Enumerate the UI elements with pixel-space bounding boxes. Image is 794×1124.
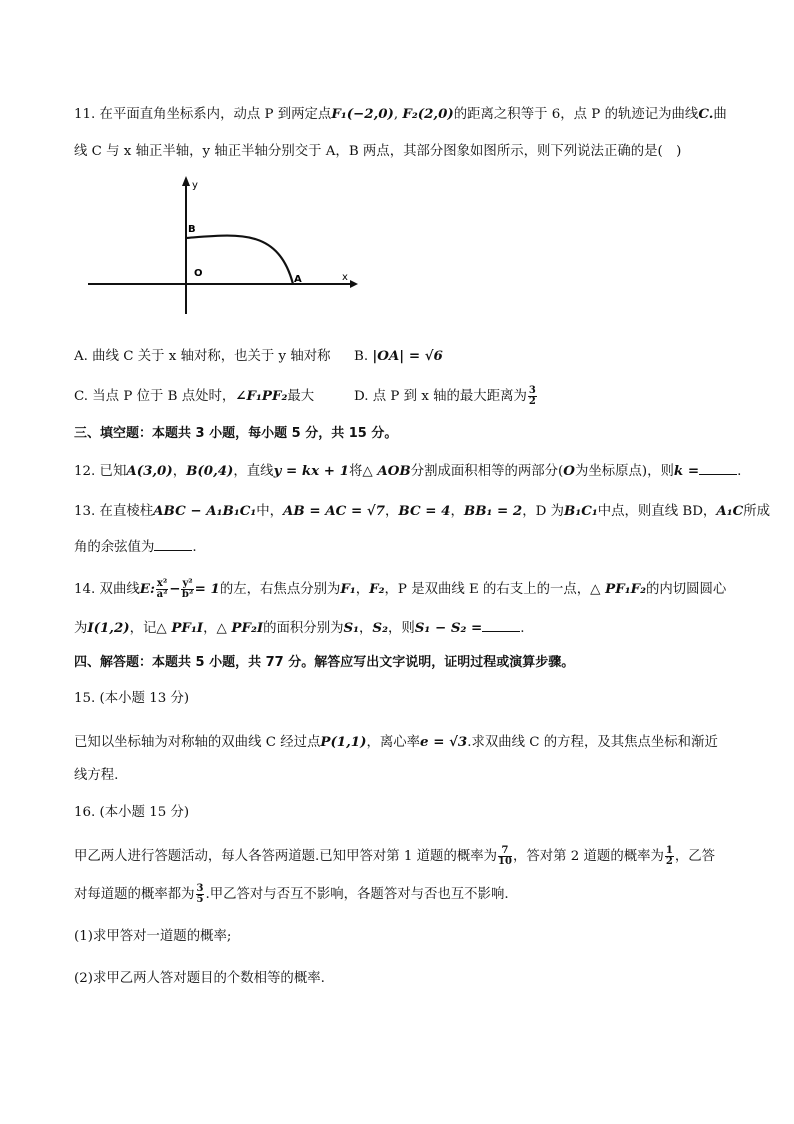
q14-line-2: 为I(1,2)，记△ PF₁I，△ PF₂I的面积分别为S₁，S₂，则S₁ − S₂ = . [74,620,525,636]
q16-part-1: (1)求甲答对一道题的概率; [74,929,232,944]
q15-heading: 15. (本小题 13 分) [74,691,190,706]
q16-part-2: (2)求甲乙两人答对题目的个数相等的概率. [74,971,325,986]
curve-figure [88,176,358,316]
math-curve-c: C. [698,106,714,122]
y-axis-arrow [182,176,190,186]
q15-line-2: 线方程. [74,768,119,783]
q13-answer-blank[interactable] [154,538,192,551]
q12-line: 12. 已知A(3,0)，B(0,4)，直线y = kx + 1将△ AOB分割成面积相等的两部分(O为坐标原点)，则k = . [74,463,742,479]
b-label: B [188,224,196,235]
q13-line-1: 13. 在直棱柱ABC − A₁B₁C₁中，AB = AC = √7，BC = 4，BB₁ = 2，D 为B₁C₁中点，则直线 BD，A₁C所成 [74,503,771,519]
q11-options-cd [74,386,734,407]
q11-text: 曲 [713,107,727,122]
q11-line-1: 11. 在平面直角坐标系内，动点 P 到两定点F₁(−2,0), F₂(2,0)的距离之积等于 6，点 P 的轨迹记为曲线C.曲 [74,106,727,122]
q11-line-2: 线 C 与 x 轴正半轴，y 轴正半轴分别交于 A，B 两点，其部分图象如图所示，则下列说法正确的是( ) [74,144,682,159]
q11-options-ab [74,346,734,367]
q15-line-1: 已知以坐标轴为对称轴的双曲线 C 经过点P(1,1)，离心率e = √3.求双曲线 C 的方程，及其焦点坐标和渐近 [74,734,718,750]
q13-line-2: 角的余弦值为 . [74,540,197,555]
math-f2: F₂(2,0) [402,106,454,122]
a-label: A [294,274,302,285]
q11-text: 的距离之积等于 6，点 P 的轨迹记为曲线 [453,107,699,122]
section-4-heading: 四、解答题：本题共 5 小题，共 77 分。解答应写出文字说明，证明过程或演算步骤。 [74,655,575,670]
math-f1: F₁(−2,0) [331,106,394,122]
option-c[interactable]: C. 当点 P 位于 B 点处时，∠F₁PF₂最大 [74,388,315,404]
option-a[interactable]: A. 曲线 C 关于 x 轴对称，也关于 y 轴对称 [74,349,331,364]
q12-answer-blank[interactable] [699,462,737,475]
q16-line-2: 对每道题的概率都为 $\frac{3}{5}$ .甲乙答对与否互不影响，各题答对与否也互不影响. [74,883,509,905]
q14-line-1: 14. 双曲线E: $\frac{\text{x²}}{\text{a²}}$ − $\frac{\text{y²}}{\text{b²}}$ = 1的左，右焦点分别为F₁，F₂，P 是双曲线 E 的右支上的一点，△ PF₁F₂的内切圆圆心 [74,578,727,600]
q16-line-1: 甲乙两人进行答题活动，每人各答两道题.已知甲答对第 1 道题的概率为 $\frac{7}{10}$ ，答对第 2 道题的概率为 $\frac{1}{2}$ ，乙答 [74,845,716,867]
section-3-heading: 三、填空题：本题共 3 小题，每小题 5 分，共 15 分。 [74,426,398,441]
option-d[interactable]: D. 点 P 到 x 轴的最大距离为 $\frac{3}{2}$ [354,385,536,407]
q16-heading: 16. (本小题 15 分) [74,805,190,820]
o-label: O [194,268,203,279]
x-axis-arrow [350,280,358,288]
q11-text: 11. 在平面直角坐标系内，动点 P 到两定点 [74,107,332,122]
x-label: x [342,272,348,283]
y-label: y [192,180,198,191]
option-b[interactable]: B. |OA| = √6 [354,348,443,364]
q14-answer-blank[interactable] [482,619,520,632]
